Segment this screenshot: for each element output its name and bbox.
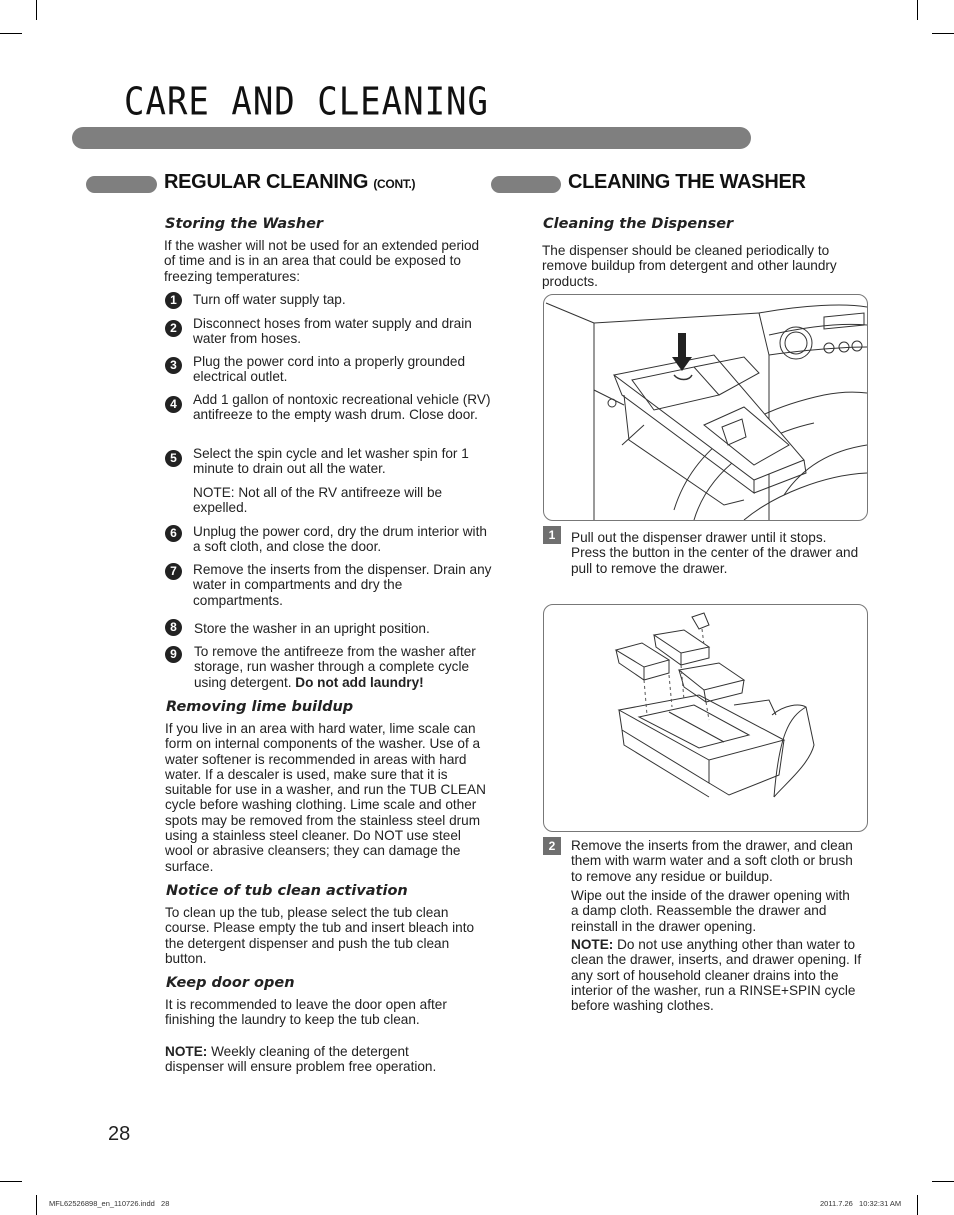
step-badge: 2 [543, 837, 561, 855]
dispenser-intro: The dispenser should be cleaned periodically to remove buildup from detergent and other laundry products. [542, 243, 837, 289]
step1-text: Pull out the dispenser drawer until it stops. Press the button in the center of the drawer and pull to remove the drawer. [571, 530, 859, 576]
footer-file: MFL62526898_en_110726.indd 28 [49, 1199, 170, 1208]
step-text: Store the washer in an upright position. [194, 621, 430, 636]
step-text: Disconnect hoses from water supply and drain water from hoses. [193, 316, 472, 347]
step-number: 7 [165, 563, 182, 580]
step2-text: Remove the inserts from the drawer, and clean them with warm water and a soft cloth or brush to remove any residue or buildup. [571, 838, 853, 884]
step2-note: NOTE: Do not use anything other than water to clean the drawer, inserts, and drawer opening. If any sort of household cleaner drains into the interior of the washer, run a RINSE+SPIN cycle before washing clothes. [571, 937, 862, 1014]
storing-intro: If the washer will not be used for an extended period of time and is in an area that could be exposed to freezing temperatures: [164, 238, 480, 284]
crop-mark [932, 33, 954, 34]
step-number: 8 [165, 619, 182, 636]
dispenser-note: NOTE: Weekly cleaning of the detergent dispenser will ensure problem free operation. [165, 1044, 437, 1075]
subheading-storing: Storing the Washer [165, 216, 324, 232]
lime-text: If you live in an area with hard water, lime scale can form on internal components of the washer. Use of a water softener is recommended in areas with hard water. If a descaler is used, make sure that it is suitable for use in a washer, and run the TUB CLEAN cycle before washing clothing. Lime scale and other spots may be removed from the stainless steel drum using a stainless steel cleaner. Do NOT use steel wool or abrasive cleansers; they can damage the surface. [165, 721, 486, 874]
step-number: 2 [165, 320, 182, 337]
section-pill [86, 176, 157, 193]
step2-text-2: Wipe out the inside of the drawer opening with a damp cloth. Reassemble the drawer and reinstall in the drawer opening. [571, 888, 850, 934]
subheading-lime: Removing lime buildup [166, 699, 354, 715]
washer-drawer-drawing [544, 295, 867, 520]
page-title: CARE AND CLEANING [124, 80, 489, 125]
step-number: 4 [165, 396, 182, 413]
crop-mark [917, 1195, 918, 1215]
crop-mark [36, 0, 37, 20]
step-text: Add 1 gallon of nontoxic recreational vehicle (RV) antifreeze to the empty wash drum. Close door. [193, 392, 491, 423]
section-heading-cleaning-washer: CLEANING THE WASHER [568, 171, 806, 193]
step-text: Plug the power cord into a properly grounded electrical outlet. [193, 354, 466, 385]
crop-mark [932, 1181, 954, 1182]
illustration-pull-drawer [543, 294, 868, 521]
illustration-remove-inserts [543, 604, 868, 832]
crop-mark [0, 1181, 22, 1182]
crop-mark [0, 33, 22, 34]
step-note: NOTE: Not all of the RV antifreeze will be expelled. [193, 485, 443, 516]
step-number: 3 [165, 357, 182, 374]
step-text: Unplug the power cord, dry the drum interior with a soft cloth, and close the door. [193, 524, 487, 555]
step-number: 5 [165, 450, 182, 467]
title-rule-bar [72, 127, 751, 149]
step-text: Select the spin cycle and let washer spin for 1 minute to drain out all the water. [193, 446, 469, 477]
step-number: 6 [165, 525, 182, 542]
drawer-inserts-drawing [544, 605, 867, 831]
page-number: 28 [108, 1123, 131, 1145]
step-number: 1 [165, 292, 182, 309]
section-heading-regular-cleaning: REGULAR CLEANING (CONT.) [164, 171, 416, 193]
door-text: It is recommended to leave the door open after finishing the laundry to keep the tub clean. [165, 997, 447, 1028]
step-number: 9 [165, 646, 182, 663]
subheading-dispenser: Cleaning the Dispenser [543, 216, 734, 232]
step-text: Turn off water supply tap. [193, 292, 346, 307]
crop-mark [917, 0, 918, 20]
crop-mark [36, 1195, 37, 1215]
subheading-door: Keep door open [166, 975, 295, 991]
step-text: Remove the inserts from the dispenser. Drain any water in compartments and dry the compartments. [193, 562, 492, 608]
step-text: To remove the antifreeze from the washer after storage, run washer through a complete cycle using detergent. Do not add laundry! [194, 644, 476, 690]
tub-notice-text: To clean up the tub, please select the tub clean course. Please empty the tub and insert bleach into the detergent dispenser and push the tub clean button. [165, 905, 475, 966]
section-pill [491, 176, 561, 193]
subheading-tub-notice: Notice of tub clean activation [166, 883, 408, 899]
step-badge: 1 [543, 526, 561, 544]
footer-timestamp: 2011.7.26 10:32:31 AM [820, 1199, 902, 1208]
